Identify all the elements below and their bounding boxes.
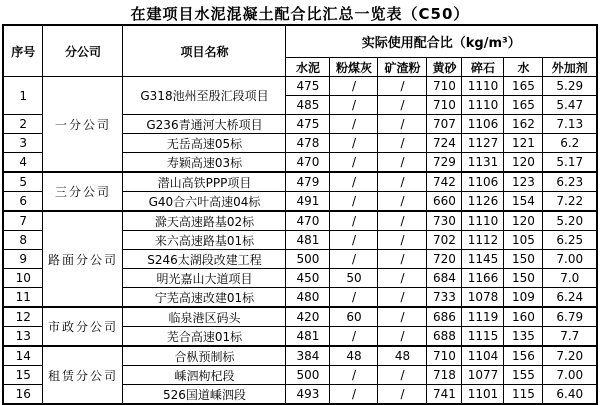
project-name-cell: G40合六叶高速04标 (123, 192, 286, 212)
mix-value-cell: / (378, 192, 427, 212)
project-name-cell: 芜合高速01标 (123, 327, 286, 347)
mix-value-cell: / (330, 134, 378, 153)
mix-value-cell: 450 (286, 269, 330, 288)
mix-value-cell: 160 (504, 307, 543, 327)
mix-value-cell: 5.29 (543, 77, 597, 96)
mix-value-cell: 165 (504, 96, 543, 115)
mix-value-cell: 660 (427, 192, 462, 212)
row-number: 13 (3, 327, 43, 347)
mix-value-cell: / (378, 115, 427, 134)
mix-value-cell: / (378, 250, 427, 269)
mix-value-cell: 718 (427, 366, 462, 385)
mix-value-cell: / (378, 366, 427, 385)
row-number: 2 (3, 115, 43, 134)
mix-value-cell: 720 (427, 250, 462, 269)
mix-value-cell: 485 (286, 96, 330, 115)
mix-value-cell: / (378, 307, 427, 327)
mix-value-cell: / (330, 77, 378, 96)
row-number: 6 (3, 192, 43, 212)
mix-value-cell: 684 (427, 269, 462, 288)
mix-value-cell: 115 (504, 385, 543, 405)
mix-value-cell: 1112 (462, 231, 504, 250)
mix-value-cell: 1110 (462, 211, 504, 231)
mix-value-cell: 481 (286, 231, 330, 250)
mix-value-cell: 1078 (462, 288, 504, 308)
mix-value-cell: 60 (330, 307, 378, 327)
mix-value-cell: 741 (427, 385, 462, 405)
mix-value-cell: / (330, 192, 378, 212)
mix-value-cell: 493 (286, 385, 330, 405)
mix-value-cell: 150 (504, 250, 543, 269)
row-number: 10 (3, 269, 43, 288)
mix-value-cell: 478 (286, 134, 330, 153)
row-number: 4 (3, 153, 43, 173)
mix-value-cell: / (330, 115, 378, 134)
project-name-cell: 潜山高铁PPP项目 (123, 172, 286, 192)
row-number: 11 (3, 288, 43, 308)
mix-value-cell: / (378, 288, 427, 308)
mix-value-cell: 1106 (462, 115, 504, 134)
mix-value-cell: 1131 (462, 153, 504, 173)
header-branch: 分公司 (43, 25, 123, 77)
mix-value-cell: 500 (286, 366, 330, 385)
mix-value-cell: 156 (504, 346, 543, 366)
mix-value-cell: 1166 (462, 269, 504, 288)
mix-value-cell: / (378, 269, 427, 288)
project-name-cell: 临泉港区码头 (123, 307, 286, 327)
mix-value-cell: 7.7 (543, 327, 597, 347)
mix-value-cell: 6.23 (543, 172, 597, 192)
project-name-cell: 来六高速路基01标 (123, 231, 286, 250)
mix-value-cell: / (330, 231, 378, 250)
mix-value-cell: 7.22 (543, 192, 597, 212)
row-number: 16 (3, 385, 43, 405)
branch-cell: 一分公司 (43, 77, 123, 173)
row-number: 8 (3, 231, 43, 250)
project-name-cell: G318池州至殷汇段项目 (123, 77, 286, 115)
table-row (3, 307, 597, 327)
row-number: 5 (3, 172, 43, 192)
header-no: 序号 (3, 25, 43, 77)
row-number: 7 (3, 211, 43, 231)
header-project: 项目名称 (123, 25, 286, 77)
project-name-cell: 寿颖高速03标 (123, 153, 286, 173)
mix-value-cell: / (378, 385, 427, 405)
mix-value-cell: 7.00 (543, 366, 597, 385)
mix-value-cell: 1126 (462, 192, 504, 212)
header-mix-col-5: 水 (504, 58, 543, 77)
mix-value-cell: 470 (286, 211, 330, 231)
mix-value-cell: 475 (286, 77, 330, 96)
header-mix-col-6: 外加剂 (543, 58, 597, 77)
mix-value-cell: 742 (427, 172, 462, 192)
mix-value-cell: 162 (504, 115, 543, 134)
header-mix-ratio: 实际使用配合比（kg/m³） (286, 25, 597, 58)
branch-cell: 市政分公司 (43, 307, 123, 346)
row-number: 14 (3, 346, 43, 366)
mix-value-cell: 500 (286, 250, 330, 269)
mix-value-cell: / (378, 172, 427, 192)
row-number: 15 (3, 366, 43, 385)
project-name-cell: 526国道嵊泗段 (123, 385, 286, 405)
mix-value-cell: 686 (427, 307, 462, 327)
mix-value-cell: 730 (427, 211, 462, 231)
mix-value-cell: 121 (504, 134, 543, 153)
mix-value-cell: 7.0 (543, 269, 597, 288)
project-name-cell: S246太湖段改建工程 (123, 250, 286, 269)
row-number: 12 (3, 307, 43, 327)
branch-cell: 路面分公司 (43, 211, 123, 307)
header-mix-col-4: 碎石 (462, 58, 504, 77)
mix-value-cell: 105 (504, 231, 543, 250)
mix-value-cell: 123 (504, 172, 543, 192)
mix-value-cell: 1104 (462, 346, 504, 366)
mix-value-cell: 5.47 (543, 96, 597, 115)
mix-value-cell: 155 (504, 366, 543, 385)
mix-value-cell: / (330, 385, 378, 405)
mix-value-cell: 384 (286, 346, 330, 366)
mix-value-cell: 5.20 (543, 211, 597, 231)
mix-value-cell: 1110 (462, 96, 504, 115)
branch-cell: 租赁分公司 (43, 346, 123, 404)
project-name-cell: G236青通河大桥项目 (123, 115, 286, 134)
mix-value-cell: 1115 (462, 327, 504, 347)
header-row-1 (3, 25, 597, 58)
mix-value-cell: 5.17 (543, 153, 597, 173)
mix-value-cell: / (378, 96, 427, 115)
mix-value-cell: 1077 (462, 366, 504, 385)
mix-value-cell: 480 (286, 288, 330, 308)
mix-value-cell: 1101 (462, 385, 504, 405)
mix-value-cell: 710 (427, 346, 462, 366)
table-row (3, 211, 597, 231)
project-name-cell: 无岳高速05标 (123, 134, 286, 153)
mix-value-cell: / (330, 288, 378, 308)
project-name-cell: 明光嘉山大道项目 (123, 269, 286, 288)
mix-ratio-table (2, 24, 598, 405)
mix-value-cell: 733 (427, 288, 462, 308)
mix-value-cell: 707 (427, 115, 462, 134)
mix-value-cell: 6.24 (543, 288, 597, 308)
mix-value-cell: 710 (427, 77, 462, 96)
mix-value-cell: 48 (378, 346, 427, 366)
mix-value-cell: 1145 (462, 250, 504, 269)
mix-value-cell: / (378, 231, 427, 250)
mix-value-cell: / (330, 327, 378, 347)
mix-value-cell: / (330, 250, 378, 269)
table-row (3, 77, 597, 96)
document-title: 在建项目水泥混凝土配合比汇总一览表（C50） (130, 5, 470, 23)
table-row (3, 172, 597, 192)
header-mix-col-3: 黄砂 (427, 58, 462, 77)
row-number: 3 (3, 134, 43, 153)
mix-value-cell: / (330, 211, 378, 231)
table-row (3, 346, 597, 366)
header-mix-col-2: 矿渣粉 (378, 58, 427, 77)
mix-value-cell: 1119 (462, 307, 504, 327)
mix-value-cell: 688 (427, 327, 462, 347)
mix-value-cell: / (330, 96, 378, 115)
mix-value-cell: 120 (504, 153, 543, 173)
project-name-cell: 宁芜高速改建01标 (123, 288, 286, 308)
project-name-cell: 嵊泗枸杞段 (123, 366, 286, 385)
mix-value-cell: 6.79 (543, 307, 597, 327)
mix-value-cell: 109 (504, 288, 543, 308)
mix-value-cell: 724 (427, 134, 462, 153)
mix-value-cell: 475 (286, 115, 330, 134)
mix-value-cell: 120 (504, 211, 543, 231)
mix-value-cell: / (330, 172, 378, 192)
row-number: 9 (3, 250, 43, 269)
mix-value-cell: 48 (330, 346, 378, 366)
mix-value-cell: 6.25 (543, 231, 597, 250)
mix-value-cell: 1106 (462, 172, 504, 192)
mix-value-cell: 6.40 (543, 385, 597, 405)
mix-value-cell: 481 (286, 327, 330, 347)
mix-value-cell: / (378, 211, 427, 231)
row-number: 1 (3, 77, 43, 115)
mix-value-cell: 50 (330, 269, 378, 288)
mix-value-cell: 479 (286, 172, 330, 192)
mix-value-cell: 135 (504, 327, 543, 347)
mix-value-cell: 710 (427, 96, 462, 115)
mix-value-cell: / (330, 153, 378, 173)
mix-value-cell: 470 (286, 153, 330, 173)
project-name-cell: 合枞预制标 (123, 346, 286, 366)
mix-value-cell: / (378, 327, 427, 347)
mix-value-cell: / (378, 134, 427, 153)
mix-value-cell: 420 (286, 307, 330, 327)
mix-value-cell: 1127 (462, 134, 504, 153)
mix-value-cell: 7.20 (543, 346, 597, 366)
mix-value-cell: 1110 (462, 77, 504, 96)
mix-value-cell: / (378, 77, 427, 96)
mix-value-cell: 6.2 (543, 134, 597, 153)
mix-value-cell: / (378, 153, 427, 173)
header-mix-col-1: 粉煤灰 (330, 58, 378, 77)
header-mix-col-0: 水泥 (286, 58, 330, 77)
mix-value-cell: 150 (504, 269, 543, 288)
mix-value-cell: 491 (286, 192, 330, 212)
mix-value-cell: 702 (427, 231, 462, 250)
mix-value-cell: / (330, 366, 378, 385)
mix-value-cell: 7.00 (543, 250, 597, 269)
branch-cell: 三分公司 (43, 172, 123, 211)
project-name-cell: 滁天高速路基02标 (123, 211, 286, 231)
mix-value-cell: 154 (504, 192, 543, 212)
mix-value-cell: 7.13 (543, 115, 597, 134)
mix-value-cell: 165 (504, 77, 543, 96)
mix-value-cell: 729 (427, 153, 462, 173)
